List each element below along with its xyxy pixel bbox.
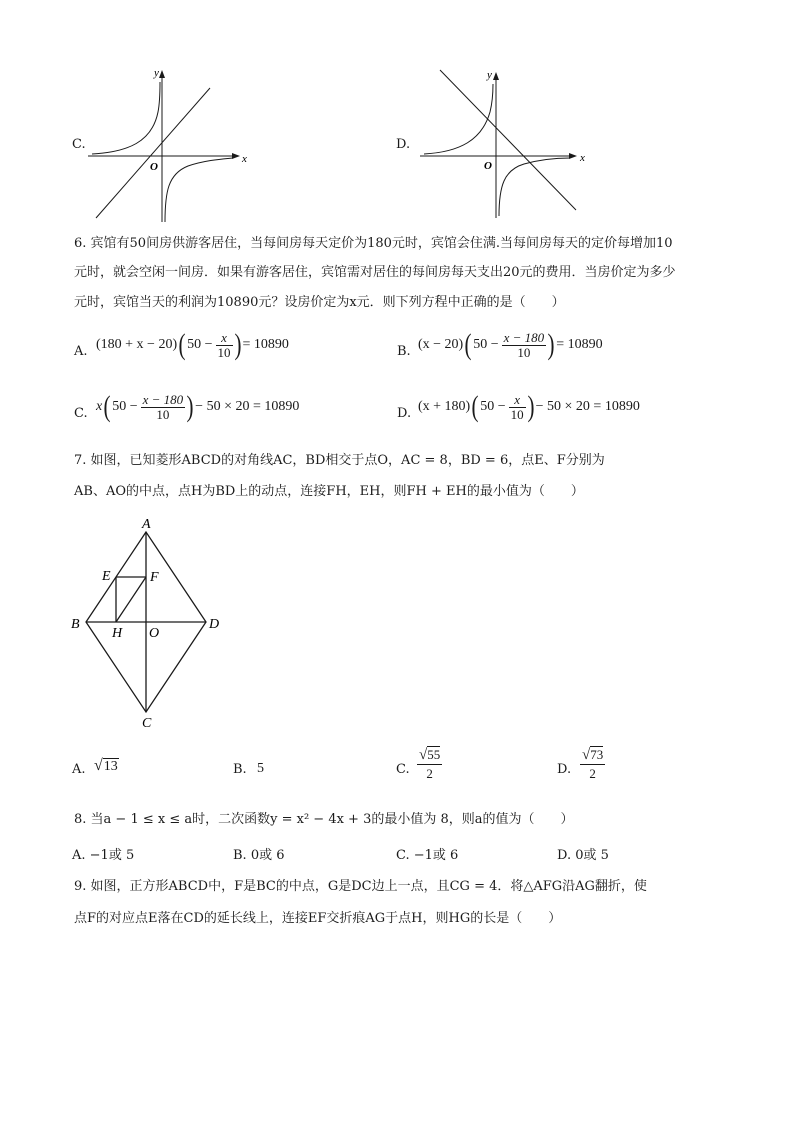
point-label-e: E	[102, 569, 111, 584]
q8-option-d[interactable]: D. 0或 5	[557, 848, 609, 863]
q8-stem-line-1: 8. 当a − 1 ≤ x ≤ a时，二次函数y = x² − 4x + 3的最小值为 8，则a的值为（ ）	[74, 812, 574, 827]
q6-option-b-equation[interactable]: (x − 20) ( 50 − $\frac{x - 180}{10}$ ) = 10890	[418, 328, 603, 361]
denominator: 10	[217, 344, 231, 360]
point-label-h: H	[112, 626, 123, 641]
origin-label: O	[150, 161, 158, 173]
factor-1: (x − 20)	[418, 337, 464, 352]
constant: 50 −	[480, 399, 506, 414]
y-axis-label: y	[154, 67, 159, 79]
denominator: 10	[510, 406, 524, 422]
numerator: x	[216, 331, 233, 346]
y-axis-arrow	[493, 72, 499, 80]
vertex-label-c: C	[142, 716, 152, 731]
q6-stem-line-3: 元时，宾馆当天的利润为10890元？设房价定为x元．则下列方程中正确的是（ ）	[74, 295, 565, 310]
point-label-f: F	[150, 570, 159, 585]
q5-option-c-graph	[88, 62, 258, 227]
q6-stem-line-2: 元时，就会空闲一间房．如果有游客居住，宾馆需对居住的每间房每天支出20元的费用．当房价定为多少	[74, 265, 676, 280]
y-axis-label: y	[487, 69, 492, 81]
vertex-label-a: A	[142, 517, 151, 532]
right-hand-side: = 10890	[556, 337, 603, 352]
linear-function-line	[96, 88, 210, 218]
denominator: 10	[517, 344, 531, 360]
q7-option-b-value[interactable]: 5	[257, 761, 264, 776]
q7-option-c-value[interactable]: √55 2	[419, 747, 441, 781]
q5-option-d-graph	[420, 66, 590, 226]
hyperbola-branch-left	[92, 82, 160, 154]
hyperbola-branch-left	[424, 84, 493, 154]
numerator: x − 180	[503, 329, 545, 345]
constant: 50 −	[473, 337, 499, 352]
q6-option-a-equation[interactable]: (180 + x − 20) ( 50 − $\frac{x}{10}$ ) = 10890	[96, 328, 289, 361]
fraction	[502, 331, 547, 360]
origin-label: O	[484, 160, 492, 172]
vertex-label-d: D	[209, 617, 220, 632]
fraction	[509, 393, 526, 422]
q7-stem-line-1: 7. 如图，已知菱形ABCD的对角线AC，BD相交于点O，AC = 8，BD = 6，点E、F分别为	[74, 453, 605, 468]
denominator: 2	[426, 766, 433, 781]
q6-option-d-equation[interactable]: (x + 180) ( 50 − $\frac{x}{10}$ ) − 50 × 20 = 10890	[418, 390, 640, 423]
factor-1: (180 + x − 20)	[96, 337, 178, 352]
q8-option-c[interactable]: C. −1或 6	[396, 848, 459, 863]
factor-1: (x + 180)	[418, 399, 471, 414]
q7-option-a-value[interactable]: √13	[94, 757, 118, 774]
point-label-o: O	[149, 626, 160, 641]
y-axis-arrow	[159, 70, 165, 78]
vertex-label-b: B	[71, 617, 80, 632]
x-axis-label: x	[580, 152, 585, 164]
radicand: 13	[103, 759, 118, 774]
right-hand-side: = 10890	[242, 337, 289, 352]
q9-stem-line-1: 9. 如图，正方形ABCD中，F是BC的中点，G是DC边上一点，且CG = 4．将△AFG沿AG翻折，使	[74, 879, 647, 894]
radicand: 73	[590, 747, 604, 762]
q6-option-c-equation[interactable]: x ( 50 − $\frac{x - 180}{10}$ ) − 50 × 20 = 10890	[96, 390, 300, 423]
radicand: 55	[427, 747, 441, 762]
right-hand-side: − 50 × 20 = 10890	[195, 399, 300, 414]
denominator: 10	[156, 406, 170, 422]
constant: 50 −	[112, 399, 138, 414]
x-axis-arrow	[569, 153, 577, 159]
x-axis-arrow	[232, 153, 240, 159]
numerator: x − 180	[142, 391, 184, 407]
segment-fh	[116, 577, 146, 622]
fraction	[216, 331, 233, 360]
linear-function-line	[440, 70, 576, 210]
q8-option-b[interactable]: B. 0或 6	[233, 848, 285, 863]
numerator: x	[509, 393, 526, 408]
q7-option-b-label[interactable]: B.	[233, 762, 247, 777]
q6-stem-line-1: 6. 宾馆有50间房供游客居住，当每间房每天定价为180元时，宾馆会住满.当每间房每天的定价每增加10	[74, 236, 673, 251]
x-axis-label: x	[242, 153, 247, 165]
q5-option-c-label: C.	[72, 137, 86, 152]
hyperbola-branch-right	[165, 158, 233, 222]
q6-option-a-label[interactable]: A.	[74, 344, 88, 359]
constant: 50 −	[187, 337, 213, 352]
q7-rhombus-figure	[66, 512, 236, 732]
q5-option-d-label: D.	[396, 137, 411, 152]
factor-1: x	[96, 399, 103, 414]
q7-option-a-label[interactable]: A.	[72, 762, 86, 777]
q9-stem-line-2: 点F的对应点E落在CD的延长线上，连接EF交折痕AG于点H，则HG的长是（ ）	[74, 911, 562, 926]
right-hand-side: − 50 × 20 = 10890	[535, 399, 640, 414]
q7-option-d-value[interactable]: √73 2	[582, 747, 604, 781]
q6-option-c-label[interactable]: C.	[74, 406, 88, 421]
q6-option-b-label[interactable]: B.	[397, 344, 411, 359]
fraction	[141, 393, 186, 422]
q7-option-d-label[interactable]: D.	[557, 762, 572, 777]
q6-option-d-label[interactable]: D.	[397, 406, 412, 421]
q7-option-c-label[interactable]: C.	[396, 762, 410, 777]
q8-option-a[interactable]: A. −1或 5	[72, 848, 135, 863]
q7-stem-line-2: AB、AO的中点，点H为BD上的动点，连接FH，EH，则FH + EH的最小值为（ ）	[74, 484, 584, 499]
denominator: 2	[589, 766, 596, 781]
